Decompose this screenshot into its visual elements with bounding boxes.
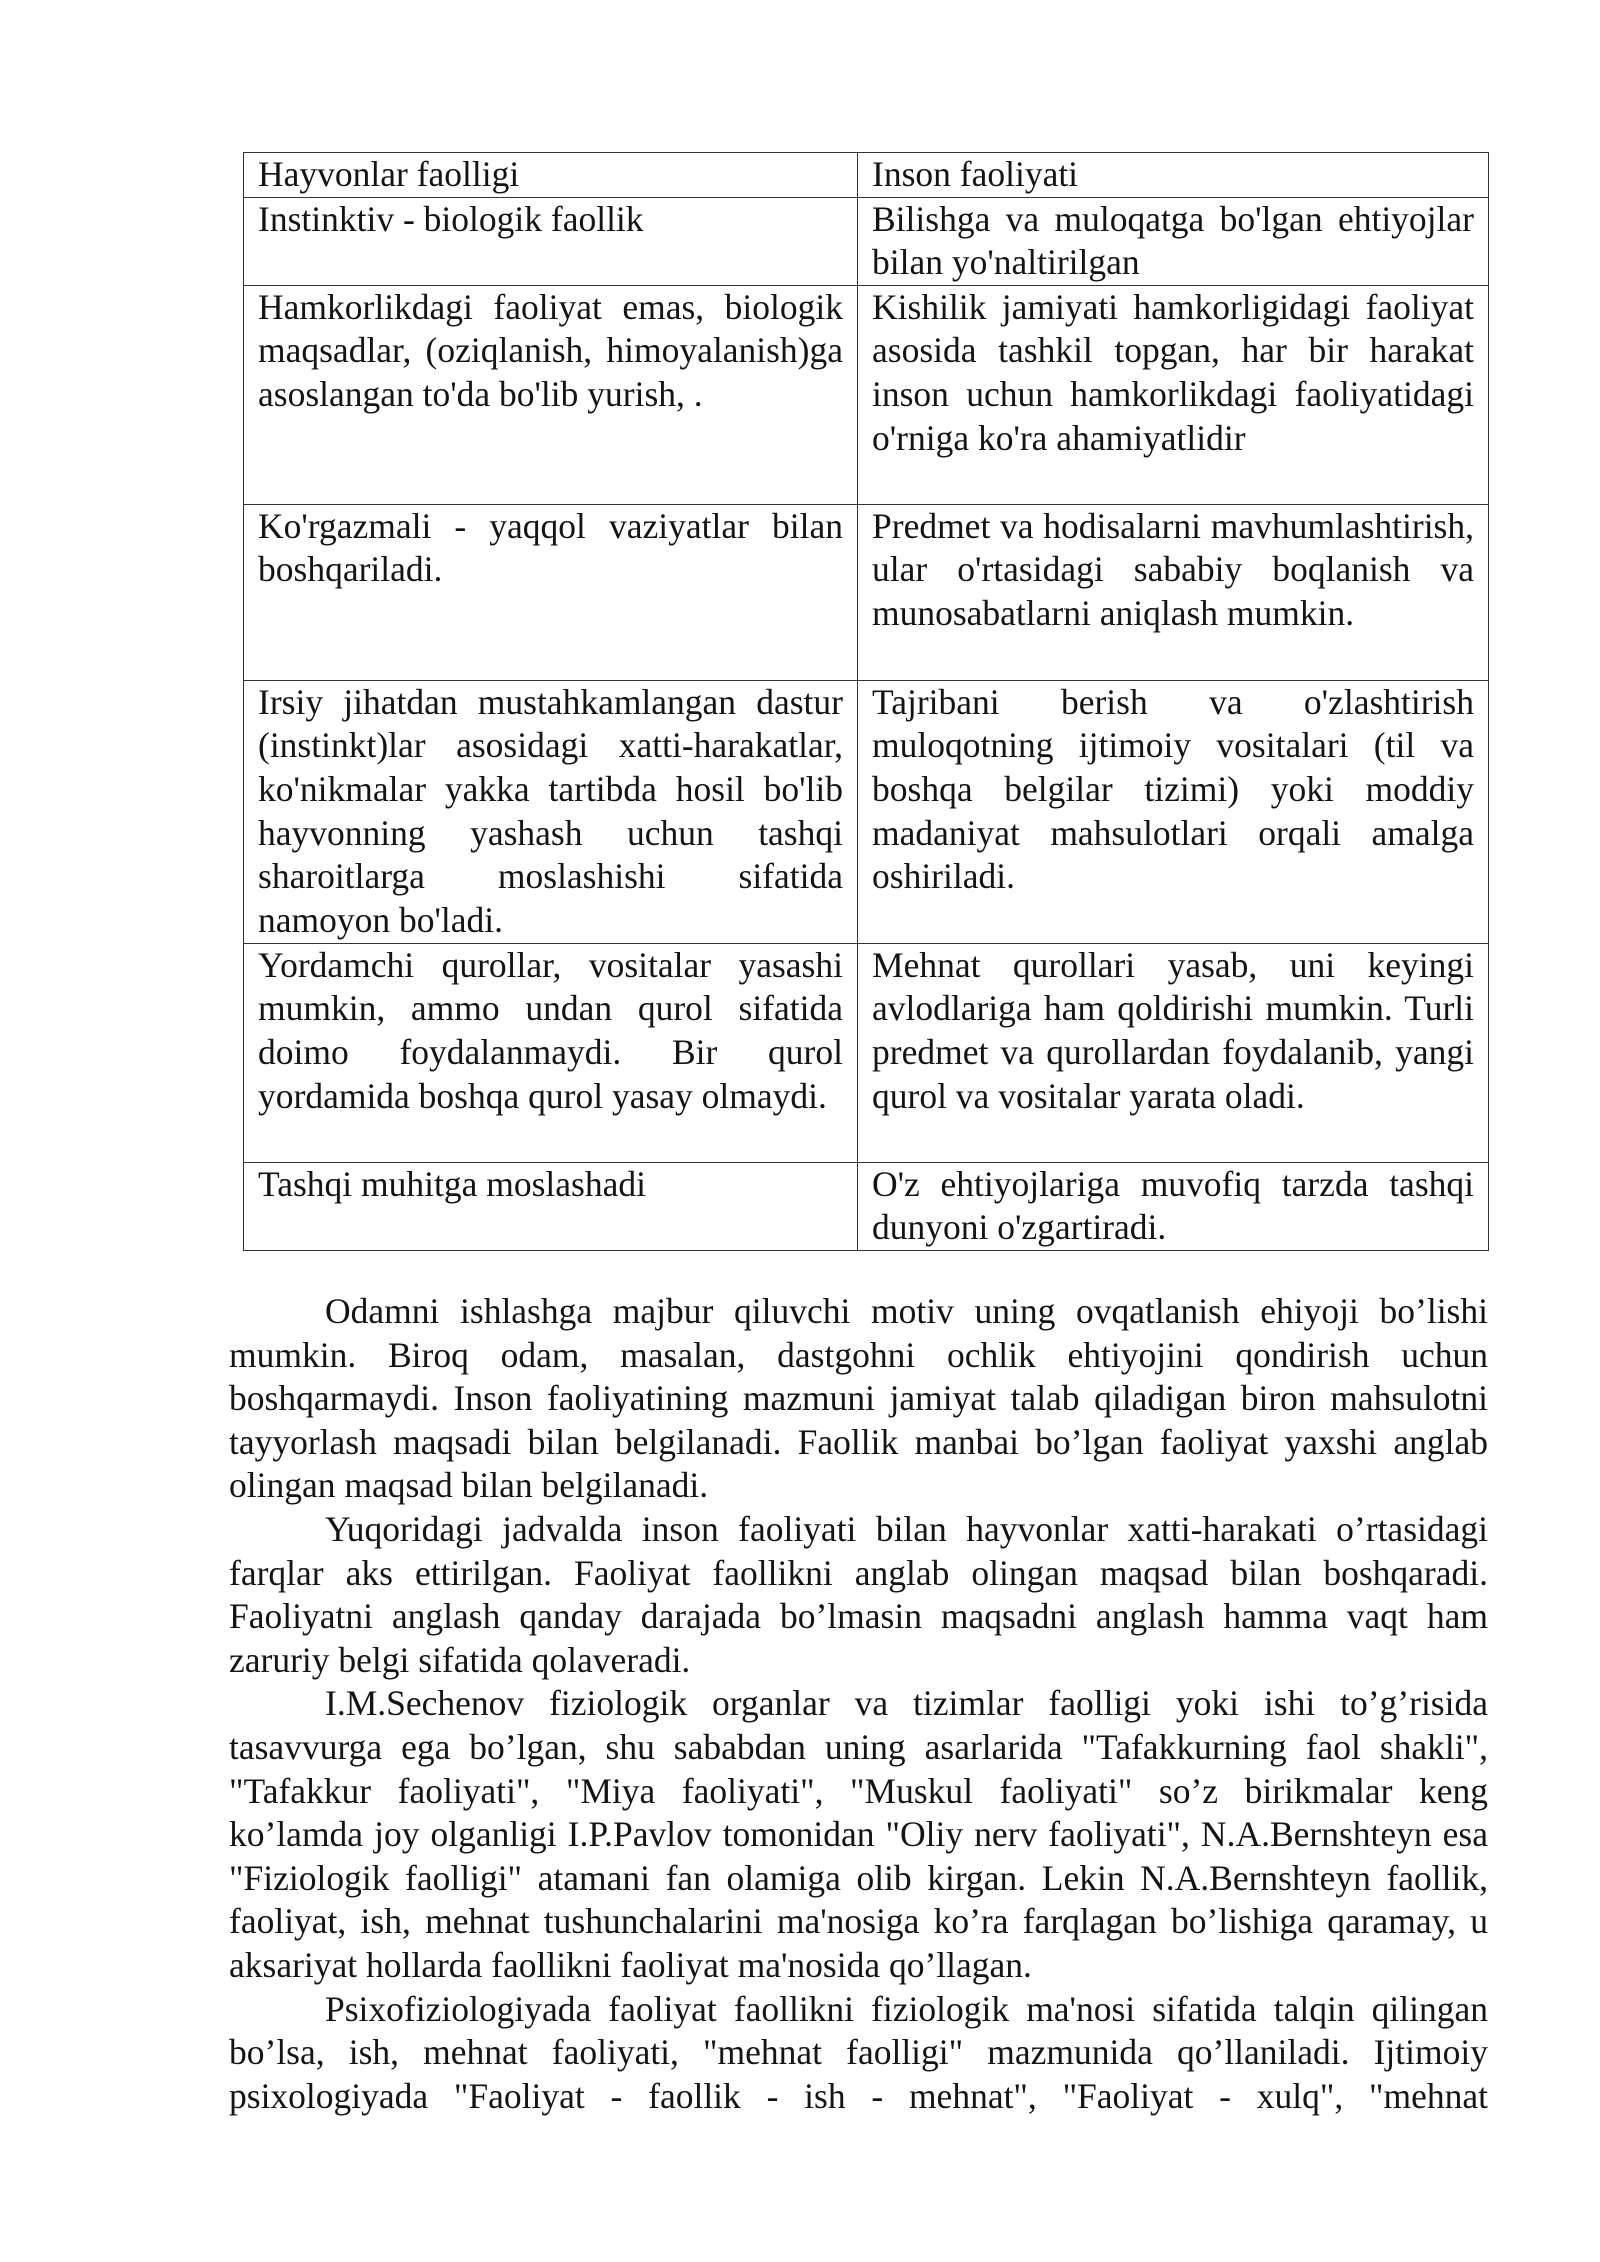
table-cell-animals: Yordamchi qurollar, vositalar yasashi mumkin, ammo undan qurol sifatida doimo foydalanmaydi. Bir qurol yordamida boshqa qurol yasay olmaydi. bbox=[244, 943, 858, 1162]
table-cell-human: Predmet va hodisalarni mavhumlashtirish, ular o'rtasidagi sababiy boqlanish va munosabatlarni aniqlash mumkin. bbox=[858, 504, 1489, 680]
table-row bbox=[244, 197, 1489, 285]
table-cell-animals: Hamkorlikdagi faoliyat emas, biologik maqsadlar, (oziqlanish, himoyalanish)ga asoslangan to'da bo'lib yurish, . bbox=[244, 285, 858, 504]
paragraph: Odamni ishlashga majbur qiluvchi motiv uning ovqatlanish ehiyoji bo’lishi mumkin. Biroq odam, masalan, dastgohni ochlik ehtiyojini qondirish uchun boshqarmaydi. Inson faoliyatining mazmuni jamiyat talab qiladigan biron mahsulotni tayyorlash maqsadi bilan belgilanadi. Faollik manbai bo’lgan faoliyat yaxshi anglab olingan maqsad bilan belgilanadi. bbox=[229, 1291, 1488, 1506]
table-header-row bbox=[244, 153, 1489, 198]
paragraph: Yuqoridagi jadvalda inson faoliyati bilan hayvonlar xatti-harakati o’rtasidagi farqlar aks ettirilgan. Faoliyat faollikni anglab olingan maqsad bilan boshqaradi. Faoliyatni anglash qanday darajada bo’lmasin maqsadni anglash hamma vaqt ham zaruriy belgi sifatida qolaveradi. bbox=[229, 1508, 1488, 1680]
paragraph: Psixofiziologiyada faoliyat faollikni fiziologik ma'nosi sifatida talqin qilingan bo’lsa, ish, mehnat faoliyati, "mehnat faolligi" mazmunida qo’llaniladi. Ijtimoiy psixologiyada "Faoliyat - faollik - ish - mehnat", "Faoliyat - xulq", "mehnat bbox=[229, 1988, 1488, 2116]
table-cell-animals: Ko'rgazmali - yaqqol vaziyatlar bilan boshqariladi. bbox=[244, 504, 858, 680]
comparison-table bbox=[243, 152, 1489, 1251]
table-row bbox=[244, 504, 1489, 680]
paragraph: I.M.Sechenov fiziologik organlar va tizimlar faolligi yoki ishi to’g’risida tasavvurga ega bo’lgan, shu sababdan uning asarlarida "Tafakkurning faol shakli", "Tafakkur faoliyati", "Miya faoliyati", "Muskul faoliyati" so’z birikmalar keng ko’lamda joy olganligi I.P.Pavlov tomonidan "Oliy nerv faoliyati", N.A.Bernshteyn esa "Fiziologik faolligi" atamani fan olamiga olib kirgan. Lekin N.A.Bernshteyn faollik, faoliyat, ish, mehnat tushunchalarini ma'nosiga ko’ra farqlagan bo’lishiga qaramay, u aksariyat hollarda faollikni faoliyat ma'nosida qo’llagan. bbox=[229, 1683, 1488, 1985]
table-row bbox=[244, 1162, 1489, 1250]
table-cell-animals: Tashqi muhitga moslashadi bbox=[244, 1162, 858, 1250]
table-cell-human: Kishilik jamiyati hamkorligidagi faoliyat asosida tashkil topgan, har bir harakat inson uchun hamkorlikdagi faoliyatidagi o'rniga ko'ra ahamiyatlidir bbox=[858, 285, 1489, 504]
table-header-cell-animals: Hayvonlar faolligi bbox=[244, 153, 858, 198]
table-row bbox=[244, 680, 1489, 943]
table-cell-human: O'z ehtiyojlariga muvofiq tarzda tashqi dunyoni o'zgartiradi. bbox=[858, 1162, 1489, 1250]
table-cell-animals: Instinktiv - biologik faollik bbox=[244, 197, 858, 285]
table-cell-animals: Irsiy jihatdan mustahkamlangan dastur (instinkt)lar asosidagi xatti-harakatlar, ko'nikmalar yakka tartibda hosil bo'lib hayvonning yashash uchun tashqi sharoitlarga moslashishi sifatida namoyon bo'ladi. bbox=[244, 680, 858, 943]
table-cell-human: Tajribani berish va o'zlashtirish muloqotning ijtimoiy vositalari (til va boshqa belgilar tizimi) yoki moddiy madaniyat mahsulotlari orqali amalga oshiriladi. bbox=[858, 680, 1489, 943]
table-cell-human: Mehnat qurollari yasab, uni keyingi avlodlariga ham qoldirishi mumkin. Turli predmet va qurollardan foydalanib, yangi qurol va vositalar yarata oladi. bbox=[858, 943, 1489, 1162]
table-row bbox=[244, 285, 1489, 504]
table-header-cell-human: Inson faoliyati bbox=[858, 153, 1489, 198]
table-row bbox=[244, 943, 1489, 1162]
table-cell-human: Bilishga va muloqatga bo'lgan ehtiyojlar bilan yo'naltirilgan bbox=[858, 197, 1489, 285]
body-text bbox=[229, 1290, 1488, 2118]
